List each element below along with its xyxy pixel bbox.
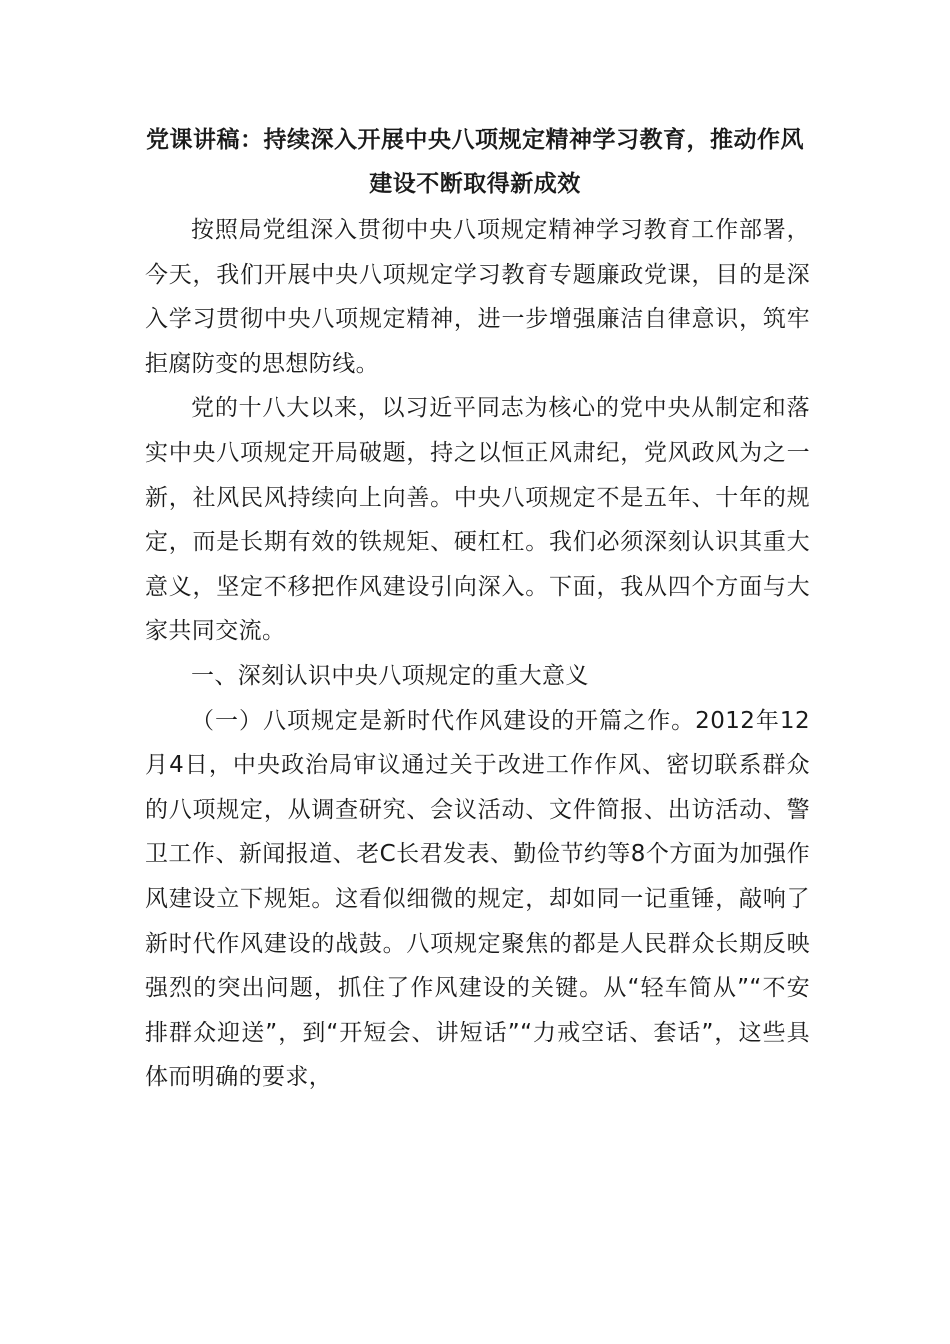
- paragraph-subsection-1: （一）八项规定是新时代作风建设的开篇之作。2012年12月4日，中央政治局审议通过关于改进工作作风、密切联系群众的八项规定，从调查研究、会议活动、文件简报、出访活动、警卫工作、新闻报道、老C长君发表、勤俭节约等8个方面为加强作风建设立下规矩。这看似细微的规定，却如同一记重锤，敲响了新时代作风建设的战鼓。八项规定聚焦的都是人民群众长期反映强烈的突出问题，抓住了作风建设的关键。从“轻车简从”“不安排群众迎送”，到“开短会、讲短话”“力戒空话、套话”，这些具体而明确的要求，: [145, 707, 810, 1091]
- paragraph-background: 党的十八大以来，以习近平同志为核心的党中央从制定和落实中央八项规定开局破题，持之以恒正风肃纪，党风政风为之一新，社风民风持续向上向善。中央八项规定不是五年、十年的规定，而是长期有效的铁规矩、硬杠杠。我们必须深刻认识其重大意义，坚定不移把作风建设引向深入。下面，我从四个方面与大家共同交流。: [145, 395, 810, 645]
- document-title: 党课讲稿：持续深入开展中央八项规定精神学习教育，推动作风建设不断取得新成效: [146, 127, 804, 197]
- section-heading-1: 一、深刻认识中央八项规定的重大意义: [191, 662, 589, 689]
- paragraph-intro: 按照局党组深入贯彻中央八项规定精神学习教育工作部署，今天，我们开展中央八项规定学习教育专题廉政党课，目的是深入学习贯彻中央八项规定精神，进一步增强廉洁自律意识，筑牢拒腐防变的思想防线。: [145, 217, 810, 377]
- document-body: [145, 208, 810, 1100]
